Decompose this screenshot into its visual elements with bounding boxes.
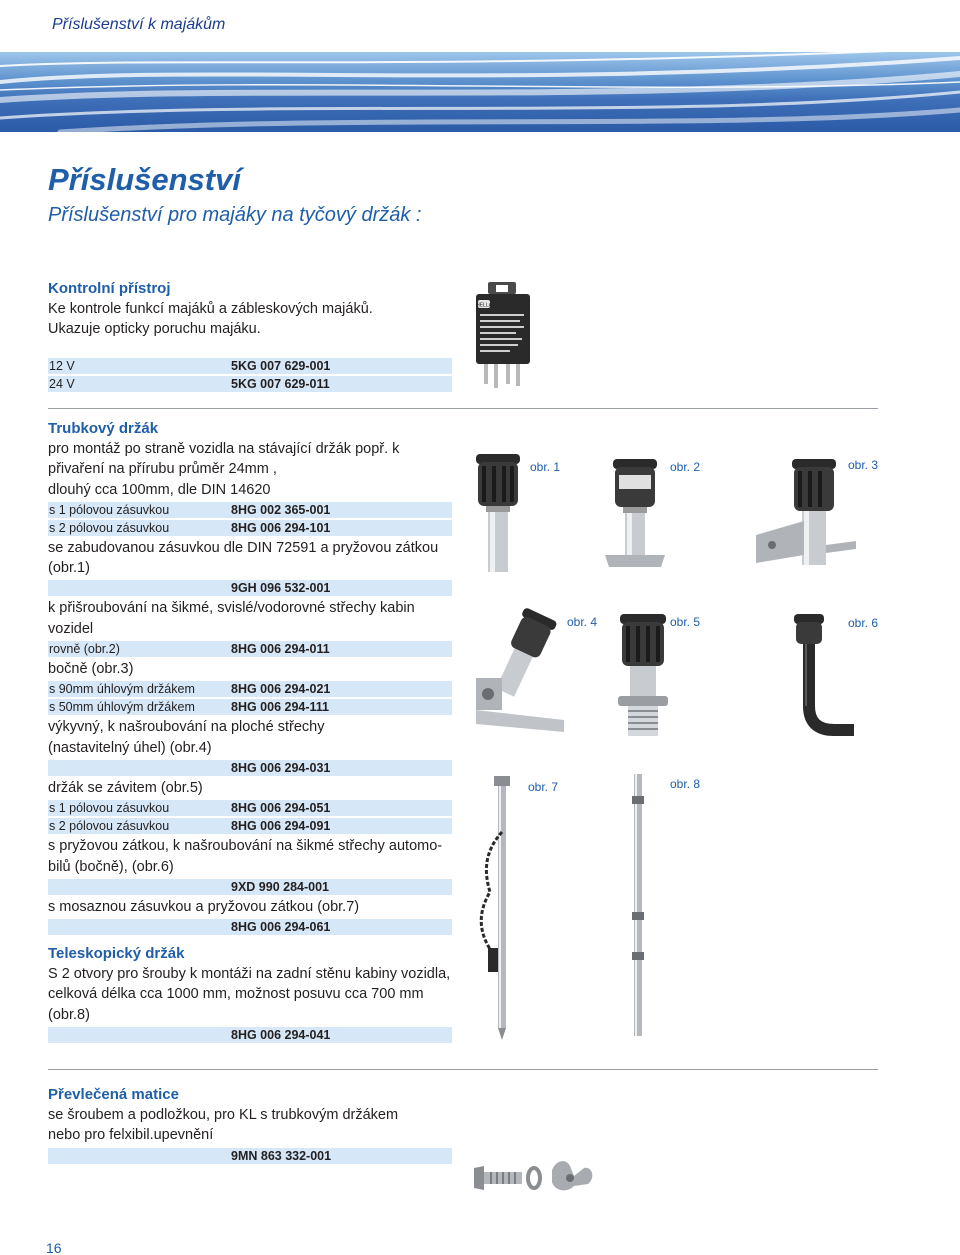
product-row bbox=[48, 580, 452, 596]
header-banner bbox=[0, 52, 960, 132]
product-code: 8HG 006 294-111 bbox=[231, 700, 329, 715]
product-label: s 1 pólovou zásuvkou bbox=[49, 801, 170, 816]
section-title: Teleskopický držák bbox=[48, 945, 185, 962]
section-divider bbox=[48, 1069, 878, 1070]
product-row bbox=[48, 502, 452, 518]
figure-label-5: obr. 5 bbox=[670, 615, 701, 629]
product-code: 8HG 006 294-011 bbox=[231, 642, 330, 657]
section-divider bbox=[48, 408, 878, 409]
product-row bbox=[48, 1148, 452, 1164]
product-row bbox=[48, 376, 452, 392]
product-code: 8HG 002 365-001 bbox=[231, 502, 331, 517]
product-code: 9XD 990 284-001 bbox=[231, 879, 329, 894]
tube-holder-image-3 bbox=[748, 455, 858, 580]
product-label: rovně (obr.2) bbox=[49, 642, 120, 657]
product-row bbox=[48, 919, 452, 935]
product-code: 8HG 006 294-031 bbox=[231, 760, 331, 775]
product-label: s 2 pólovou zásuvkou bbox=[49, 819, 170, 834]
product-row bbox=[48, 641, 452, 657]
figure-label-2: obr. 2 bbox=[670, 460, 701, 474]
description-line: (obr.1) bbox=[48, 560, 90, 577]
product-label: 24 V bbox=[49, 376, 75, 391]
description-line: celková délka cca 1000 mm, možnost posuvu cca 700 mm bbox=[48, 986, 424, 1003]
description-line: (obr.8) bbox=[48, 1006, 90, 1023]
description-line: dlouhý cca 100mm, dle DIN 14620 bbox=[48, 481, 271, 498]
tube-holder-image-2 bbox=[595, 455, 675, 580]
figure-label-6: obr. 6 bbox=[848, 616, 879, 630]
product-row bbox=[48, 681, 452, 697]
description-line: výkyvný, k našroubování na ploché střechy bbox=[48, 719, 325, 736]
product-label: s 1 pólovou zásuvkou bbox=[49, 502, 170, 517]
description-line: S 2 otvory pro šrouby k montáži na zadní stěnu kabiny vozidla, bbox=[48, 966, 451, 982]
product-code: 8HG 006 294-061 bbox=[231, 920, 331, 935]
description-line: bilů (bočně), (obr.6) bbox=[48, 858, 174, 875]
description-line: přivaření na přírubu průměr 24mm , bbox=[48, 461, 277, 478]
tube-holder-image-4 bbox=[468, 608, 568, 743]
tube-holder-image-5 bbox=[608, 610, 678, 750]
product-code: 8HG 006 294-041 bbox=[231, 1027, 331, 1042]
description-line: (nastavitelný úhel) (obr.4) bbox=[48, 739, 212, 756]
product-row bbox=[48, 358, 452, 374]
banner-light-streaks bbox=[0, 52, 960, 132]
description-line: se zabudovanou zásuvkou dle DIN 72591 a pryžovou zátkou bbox=[48, 539, 439, 556]
description-line: držák se závitem (obr.5) bbox=[48, 779, 203, 796]
tube-holder-image-8 bbox=[622, 772, 652, 1047]
product-code: 8HG 006 294-101 bbox=[231, 520, 331, 535]
header-section-label: Příslušenství k majákům bbox=[52, 16, 226, 33]
figure-label-1: obr. 1 bbox=[530, 460, 561, 474]
product-row bbox=[48, 818, 452, 834]
product-row bbox=[48, 1027, 452, 1043]
product-code: 9GH 096 532-001 bbox=[231, 581, 331, 596]
figure-label-8: obr. 8 bbox=[670, 777, 701, 791]
figure-label-4: obr. 4 bbox=[567, 615, 598, 629]
description-line: nebo pro felxibil.upevnění bbox=[48, 1127, 214, 1144]
description-line: k přišroubování na šikmé, svislé/vodorovné střechy kabin vozidel bbox=[48, 600, 415, 637]
product-label: 12 V bbox=[49, 358, 75, 373]
description-line: s mosaznou zásuvkou a pryžovou zátkou (obr.7) bbox=[48, 898, 360, 915]
relay-brand-text: HELLA bbox=[476, 302, 492, 309]
product-row bbox=[48, 520, 452, 536]
description-line: bočně (obr.3) bbox=[48, 661, 134, 678]
section-prevlecena-matice bbox=[48, 1085, 452, 1166]
description-line: s pryžovou zátkou, k našroubování na šikmé střechy automo- bbox=[48, 838, 443, 855]
product-code: 9MN 863 332-001 bbox=[231, 1148, 332, 1163]
product-row bbox=[48, 699, 452, 715]
tube-holder-image-6 bbox=[778, 610, 858, 750]
figure-label-7: obr. 7 bbox=[528, 780, 559, 794]
tube-holder-image-1 bbox=[470, 450, 530, 585]
product-label: s 50mm úhlovým držákem bbox=[49, 700, 195, 715]
product-row bbox=[48, 760, 452, 776]
tube-holder-image-7 bbox=[470, 772, 530, 1047]
section-trubkovy-drzak bbox=[48, 419, 452, 937]
page-subtitle: Příslušenství pro majáky na tyčový držák : bbox=[48, 204, 422, 226]
product-code: 8HG 006 294-021 bbox=[231, 682, 331, 697]
section-teleskopicky-drzak bbox=[48, 944, 452, 1045]
section-title: Kontrolní přístroj bbox=[48, 280, 171, 297]
screw-nut-image bbox=[470, 1152, 600, 1209]
page-title: Příslušenství bbox=[48, 162, 241, 197]
page-number: 16 bbox=[46, 1240, 62, 1255]
section-title: Převlečená matice bbox=[48, 1086, 179, 1103]
product-code: 5KG 007 629-011 bbox=[231, 376, 330, 391]
section-title: Trubkový držák bbox=[48, 420, 159, 437]
product-row bbox=[48, 800, 452, 816]
product-label: s 2 pólovou zásuvkou bbox=[49, 520, 170, 535]
description-line: se šroubem a podložkou, pro KL s trubkovým držákem bbox=[48, 1107, 399, 1123]
product-row bbox=[48, 879, 452, 895]
product-code: 8HG 006 294-091 bbox=[231, 819, 331, 834]
description-line: Ke kontrole funkcí majáků a zábleskových majáků. bbox=[48, 301, 373, 317]
product-code: 5KG 007 629-001 bbox=[231, 358, 331, 373]
figure-label-3: obr. 3 bbox=[848, 458, 879, 472]
product-label: s 90mm úhlovým držákem bbox=[49, 682, 195, 697]
section-kontrolni-pristroj bbox=[48, 279, 452, 394]
description-line: Ukazuje opticky poruchu majáku. bbox=[48, 321, 261, 338]
product-code: 8HG 006 294-051 bbox=[231, 801, 331, 816]
description-line: pro montáž po straně vozidla na stávající držák popř. k bbox=[48, 441, 400, 457]
relay-image bbox=[470, 282, 550, 399]
